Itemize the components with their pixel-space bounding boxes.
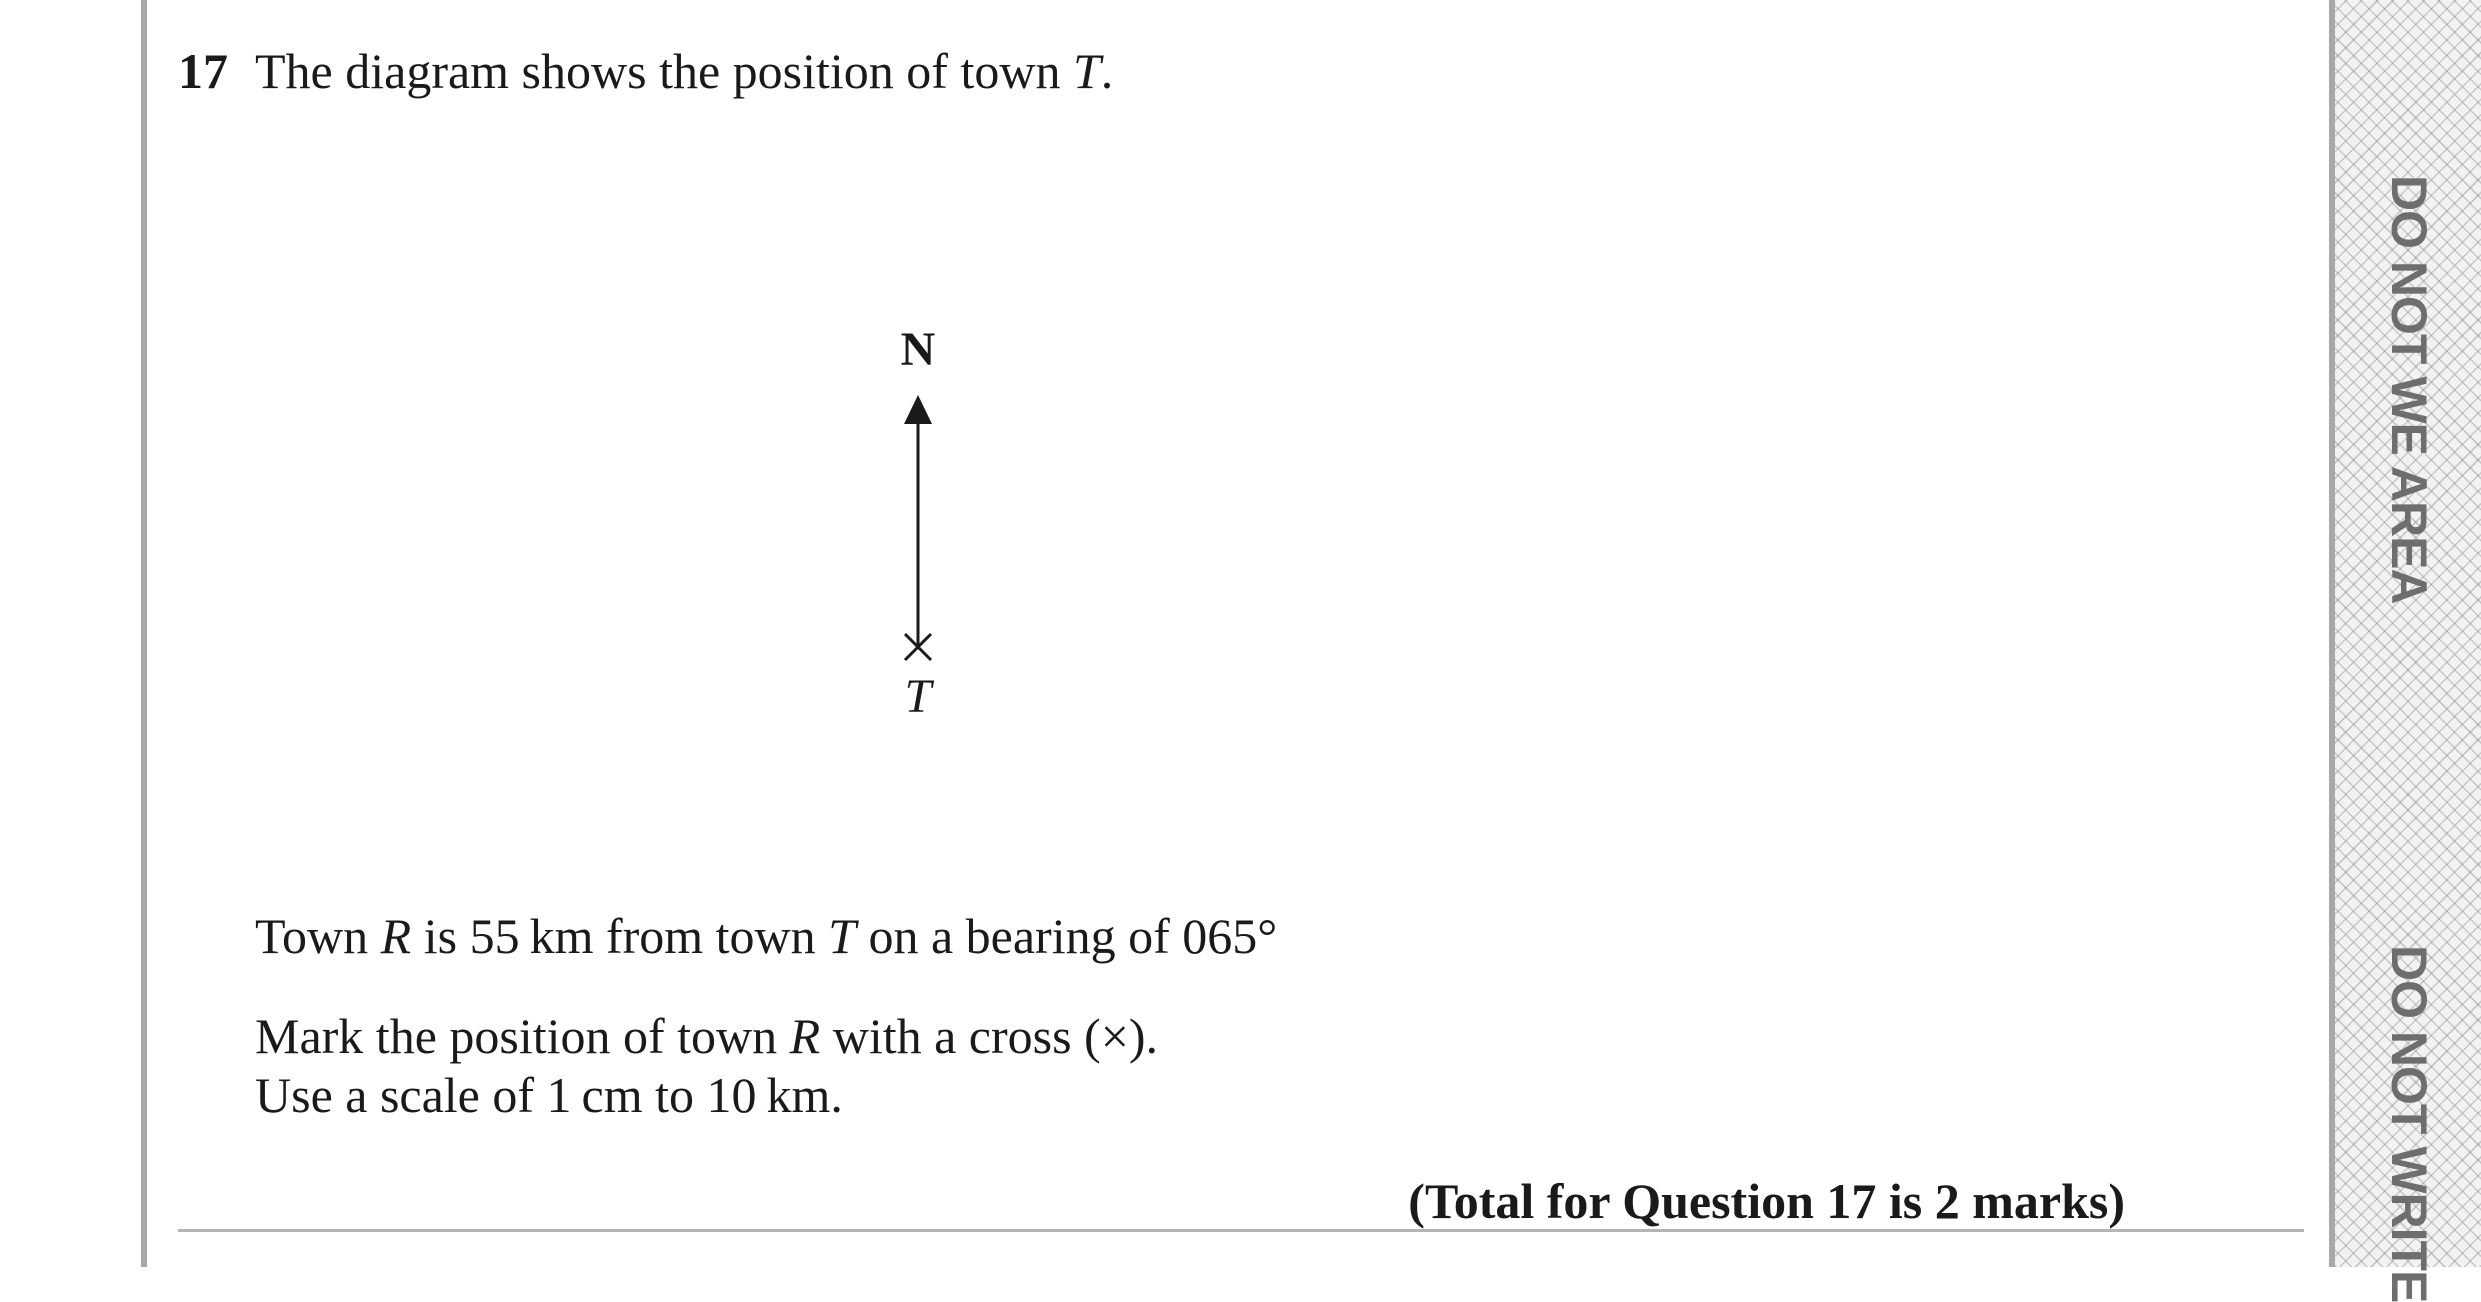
north-label: N bbox=[900, 323, 936, 376]
north-arrow-head bbox=[904, 395, 932, 424]
margin-warning-top: DO NOT WE AREA bbox=[2381, 175, 2437, 604]
question-number: 17 bbox=[178, 43, 228, 99]
instruction-mark: Mark the position of town R with a cross (×). bbox=[255, 1008, 1159, 1064]
question-intro: The diagram shows the position of town T. bbox=[255, 43, 1114, 99]
total-marks: (Total for Question 17 is 2 marks) bbox=[1408, 1173, 2125, 1229]
bearing-info: Town R is 55 km from town T on a bearing of 065° bbox=[255, 908, 1278, 964]
margin-warning-bottom: DO NOT WRITE bbox=[2381, 945, 2437, 1302]
diagram-svg bbox=[868, 320, 968, 723]
instruction-scale: Use a scale of 1 cm to 10 km. bbox=[255, 1067, 843, 1123]
left-margin-rule bbox=[141, 0, 147, 1267]
town-label: T bbox=[904, 670, 932, 723]
bearing-diagram bbox=[868, 320, 968, 723]
question-divider bbox=[178, 1229, 2304, 1232]
